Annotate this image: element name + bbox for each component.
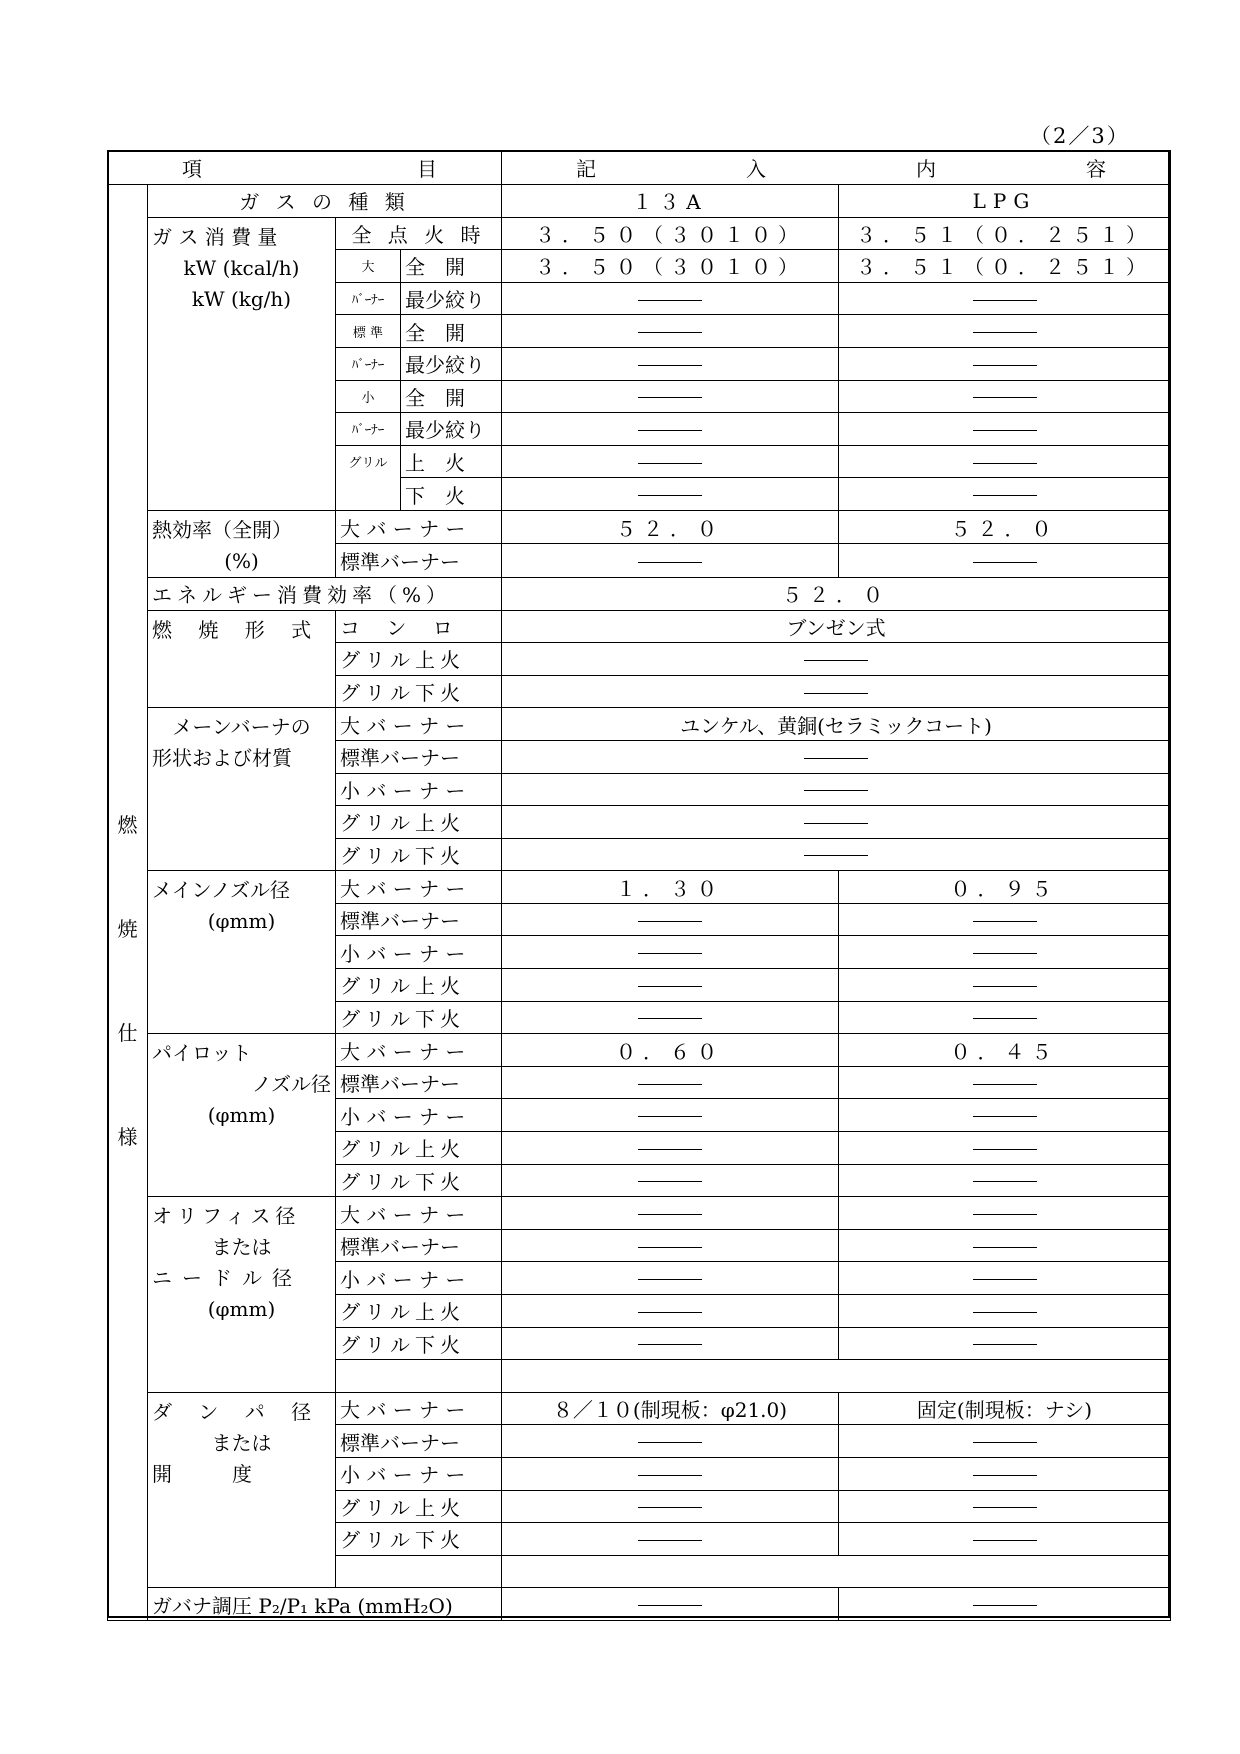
dash [638, 1116, 702, 1117]
dash [973, 397, 1037, 398]
dash [638, 300, 702, 301]
dash [638, 986, 702, 987]
main-nozzle-label: メインノズル径 (φmm) [148, 871, 336, 1034]
damper-label: ダ ン パ 径 または 開 度 [148, 1392, 336, 1588]
min-label: 最少絞り [401, 347, 502, 380]
dash [804, 855, 868, 856]
dash [973, 1475, 1037, 1476]
dash [973, 1181, 1037, 1182]
thermal-label: 熱効率（全開） (%) [148, 510, 336, 577]
upper-label: 上 火 [401, 445, 502, 478]
dash [973, 1214, 1037, 1215]
dash [973, 365, 1037, 366]
header-item: 項 目 [108, 151, 502, 185]
orifice-label: オリフィス径 または ニードル径 (φmm) [148, 1197, 336, 1393]
combustion-label: 燃 焼 形 式 [148, 610, 336, 708]
min-label: 最少絞り [401, 282, 502, 315]
material-label: メーンバーナの 形状および材質 [148, 708, 336, 871]
header-row [108, 151, 1171, 185]
dash [638, 1540, 702, 1541]
dash [638, 1605, 702, 1606]
dash [973, 986, 1037, 987]
standard-burner-label: 標準バーナー [336, 1066, 502, 1099]
lower-label: 下 火 [401, 478, 502, 511]
dash [804, 758, 868, 759]
dash [638, 1507, 702, 1508]
pilot-13a: ０．６０ [502, 1034, 839, 1067]
row-energy [108, 577, 1171, 610]
full-open-label: 全 開 [401, 315, 502, 348]
dash [973, 332, 1037, 333]
dash [973, 1442, 1037, 1443]
dash [638, 1084, 702, 1085]
dash [638, 1279, 702, 1280]
standard-burner-label: 標準バーナー [336, 903, 502, 936]
full-open-label: 全 開 [401, 380, 502, 413]
grill-upper-label: グリル上火 [336, 969, 502, 1002]
small-burner-label: 小 バ ー ナ ー [336, 1457, 502, 1490]
dash [638, 495, 702, 496]
group-small-2: ﾊﾞｰﾅｰ [336, 413, 401, 446]
dash [638, 1247, 702, 1248]
dash [638, 1442, 702, 1443]
main-nozzle-13a: １．３０ [502, 871, 839, 904]
large-burner-label: 大 バ ー ナ ー [336, 871, 502, 904]
row-pilot-large [108, 1034, 1171, 1067]
dash [638, 1475, 702, 1476]
gas-type-label: ガ ス の 種 類 [148, 185, 502, 218]
side-label: 燃 焼 仕 様 [108, 185, 148, 1621]
dash [638, 953, 702, 954]
grill-lower-label: グリル下火 [336, 838, 502, 871]
row-consumption-all [108, 217, 1171, 250]
thermal-large-lpg: ５２．０ [839, 510, 1171, 544]
dash [973, 300, 1037, 301]
row-governor [108, 1588, 1171, 1621]
dash [638, 463, 702, 464]
large-full-13a: ３．５０（３０１０） [502, 250, 839, 283]
large-burner-label: 大 バ ー ナ ー [336, 1392, 502, 1425]
standard-burner-label: 標準バーナー [336, 740, 502, 773]
pilot-nozzle-label: パイロット ノズル径 (φmm) [148, 1034, 336, 1197]
grill-lower-label: グリル下火 [336, 1327, 502, 1360]
consumption-label: ガ ス 消 費 量 kW (kcal/h) kW (kg/h) [148, 217, 336, 510]
damper-lpg: 固定(制現板：ナシ) [839, 1392, 1171, 1425]
group-large-2: ﾊﾞｰﾅｰ [336, 282, 401, 315]
dash [973, 953, 1037, 954]
row-main-nozzle-large [108, 871, 1171, 904]
dash [804, 823, 868, 824]
grill-upper-label: グリル上火 [336, 643, 502, 676]
all-on-13a: ３．５０（３０１０） [502, 217, 839, 250]
small-burner-label: 小 バ ー ナ ー [336, 936, 502, 969]
grill-lower-label: グリル下火 [336, 1523, 502, 1556]
all-on-label: 全 点 火 時 [336, 217, 502, 250]
dash [973, 562, 1037, 563]
dash [973, 1084, 1037, 1085]
main-nozzle-lpg: ０．９５ [839, 871, 1171, 904]
dash [804, 693, 868, 694]
energy-value: ５２．０ [502, 577, 1171, 610]
thermal-large-13a: ５２．０ [502, 510, 839, 544]
dash [973, 1312, 1037, 1313]
dash [638, 1214, 702, 1215]
standard-burner-label: 標準バーナー [336, 1229, 502, 1262]
group-grill: グリル [336, 445, 401, 510]
header-contents: 記 入 内 容 [502, 151, 1171, 185]
dash [973, 1605, 1037, 1606]
dash [638, 332, 702, 333]
dash [973, 1540, 1037, 1541]
grill-upper-label: グリル上火 [336, 806, 502, 839]
group-standard-2: ﾊﾞｰﾅｰ [336, 347, 401, 380]
dash [973, 1507, 1037, 1508]
dash [804, 660, 868, 661]
energy-label: エネルギー消費効率（%） [148, 577, 502, 610]
dash [638, 430, 702, 431]
gas-type-13a: １３A [502, 185, 839, 218]
dash [973, 495, 1037, 496]
dash [638, 397, 702, 398]
dash [973, 463, 1037, 464]
dash [638, 365, 702, 366]
small-burner-label: 小 バ ー ナ ー [336, 1262, 502, 1295]
standard-burner-label: 標準バーナー [336, 544, 502, 578]
grill-upper-label: グリル上火 [336, 1490, 502, 1523]
row-combustion-konro [108, 610, 1171, 643]
page-number: （2／3） [1030, 124, 1130, 148]
konro-label: コ ン ロ [336, 610, 502, 643]
dash [638, 1018, 702, 1019]
dash [973, 430, 1037, 431]
dash [638, 562, 702, 563]
damper-13a: ８／１０(制現板：φ21.0) [502, 1392, 839, 1425]
dash [973, 1018, 1037, 1019]
row-thermal-large [108, 510, 1171, 544]
small-burner-label: 小 バ ー ナ ー [336, 1099, 502, 1132]
standard-burner-label: 標準バーナー [336, 1425, 502, 1458]
dash [973, 1116, 1037, 1117]
grill-lower-label: グリル下火 [336, 1001, 502, 1034]
row-orifice-large [108, 1197, 1171, 1230]
governor-label: ガバナ調圧 P₂/P₁ kPa (mmH₂O) [148, 1588, 502, 1621]
spec-table [107, 150, 1171, 1621]
dash [973, 1344, 1037, 1345]
group-standard-1: 標 準 [336, 315, 401, 348]
row-damper-large [108, 1392, 1171, 1425]
large-burner-label: 大 バ ー ナ ー [336, 1034, 502, 1067]
dash [638, 1181, 702, 1182]
large-burner-label: 大 バ ー ナ ー [336, 1197, 502, 1230]
dash [804, 790, 868, 791]
large-burner-label: 大 バ ー ナ ー [336, 708, 502, 741]
row-gas-type [108, 185, 1171, 218]
large-full-lpg: ３．５１（０．２５１） [839, 250, 1171, 283]
gas-type-lpg: LPG [839, 185, 1171, 218]
pilot-lpg: ０．４５ [839, 1034, 1171, 1067]
full-open-label: 全 開 [401, 250, 502, 283]
dash [973, 921, 1037, 922]
konro-value: ブンゼン式 [502, 610, 1171, 643]
all-on-lpg: ３．５１（０．２５１） [839, 217, 1171, 250]
grill-upper-label: グリル上火 [336, 1295, 502, 1328]
material-large-value: ユンケル、黄銅(セラミックコート) [502, 708, 1171, 741]
dash [638, 921, 702, 922]
large-burner-label: 大 バ ー ナ ー [336, 510, 502, 544]
dash [973, 1247, 1037, 1248]
dash [638, 1344, 702, 1345]
grill-lower-label: グリル下火 [336, 1164, 502, 1197]
min-label: 最少絞り [401, 413, 502, 446]
row-material-large [108, 708, 1171, 741]
group-large-1: 大 [336, 250, 401, 283]
small-burner-label: 小 バ ー ナ ー [336, 773, 502, 806]
dash [973, 1149, 1037, 1150]
grill-lower-label: グリル下火 [336, 675, 502, 708]
dash [638, 1312, 702, 1313]
group-small-1: 小 [336, 380, 401, 413]
dash [638, 1149, 702, 1150]
dash [973, 1279, 1037, 1280]
grill-upper-label: グリル上火 [336, 1132, 502, 1165]
